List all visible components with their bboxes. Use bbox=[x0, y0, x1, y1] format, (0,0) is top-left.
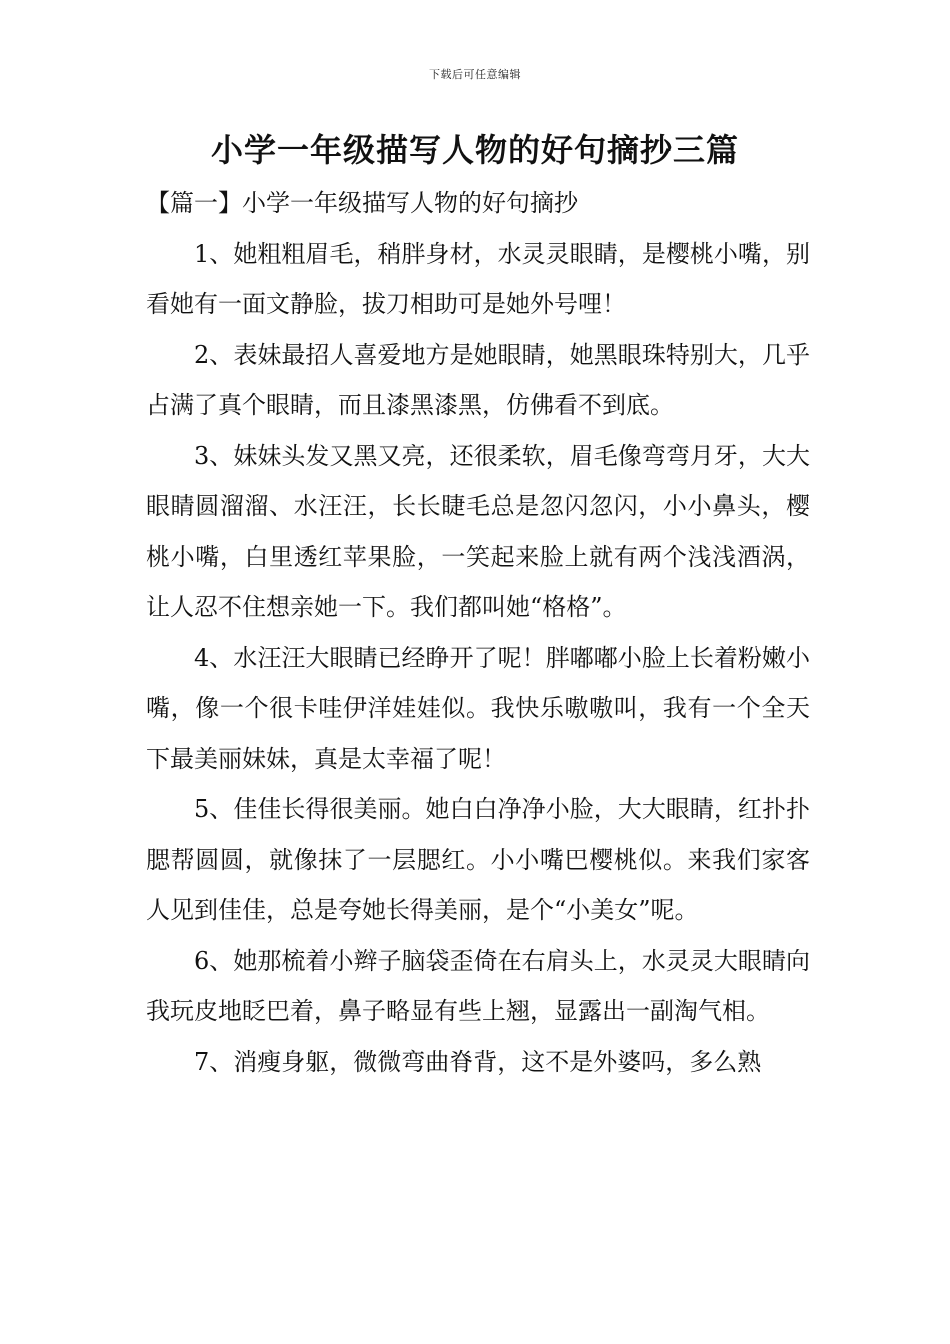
section-heading: 【篇一】小学一年级描写人物的好句摘抄 bbox=[146, 189, 578, 217]
header-note: 下载后可任意编辑 bbox=[429, 68, 521, 81]
paragraph-4: 4、水汪汪大眼睛已经睁开了呢！胖嘟嘟小脸上长着粉嫩小嘴，像一个很卡哇伊洋娃娃似。我快乐嗷嗷叫，我有一个全天下最美丽妹妹，真是太幸福了呢！ bbox=[146, 643, 810, 773]
paragraph-6: 6、她那梳着小辫子脑袋歪倚在右肩头上，水灵灵大眼睛向我玩皮地眨巴着，鼻子略显有些上翘，显露出一副淘气相。 bbox=[146, 946, 810, 1025]
paragraph-3: 3、妹妹头发又黑又亮，还很柔软，眉毛像弯弯月牙，大大眼睛圆溜溜、水汪汪，长长睫毛总是忽闪忽闪，小小鼻头，樱桃小嘴，白里透红苹果脸，一笑起来脸上就有两个浅浅酒涡，让人忍不住想亲她一下。我们都叫她“格格”。 bbox=[146, 441, 810, 621]
document-body bbox=[146, 178, 810, 1087]
paragraph-2: 2、表妹最招人喜爱地方是她眼睛，她黑眼珠特别大，几乎占满了真个眼睛，而且漆黑漆黑，仿佛看不到底。 bbox=[146, 340, 810, 419]
paragraph-1: 1、她粗粗眉毛，稍胖身材，水灵灵眼睛，是樱桃小嘴，别看她有一面文静脸，拔刀相助可是她外号哩！ bbox=[146, 239, 810, 318]
paragraph-7: 7、消瘦身躯，微微弯曲脊背，这不是外婆吗，多么熟 bbox=[194, 1047, 762, 1076]
document-title: 小学一年级描写人物的好句摘抄三篇 bbox=[210, 131, 739, 169]
paragraph-5: 5、佳佳长得很美丽。她白白净净小脸，大大眼睛，红扑扑腮帮圆圆，就像抹了一层腮红。小小嘴巴樱桃似。来我们家客人见到佳佳，总是夸她长得美丽，是个“小美女”呢。 bbox=[146, 795, 810, 924]
